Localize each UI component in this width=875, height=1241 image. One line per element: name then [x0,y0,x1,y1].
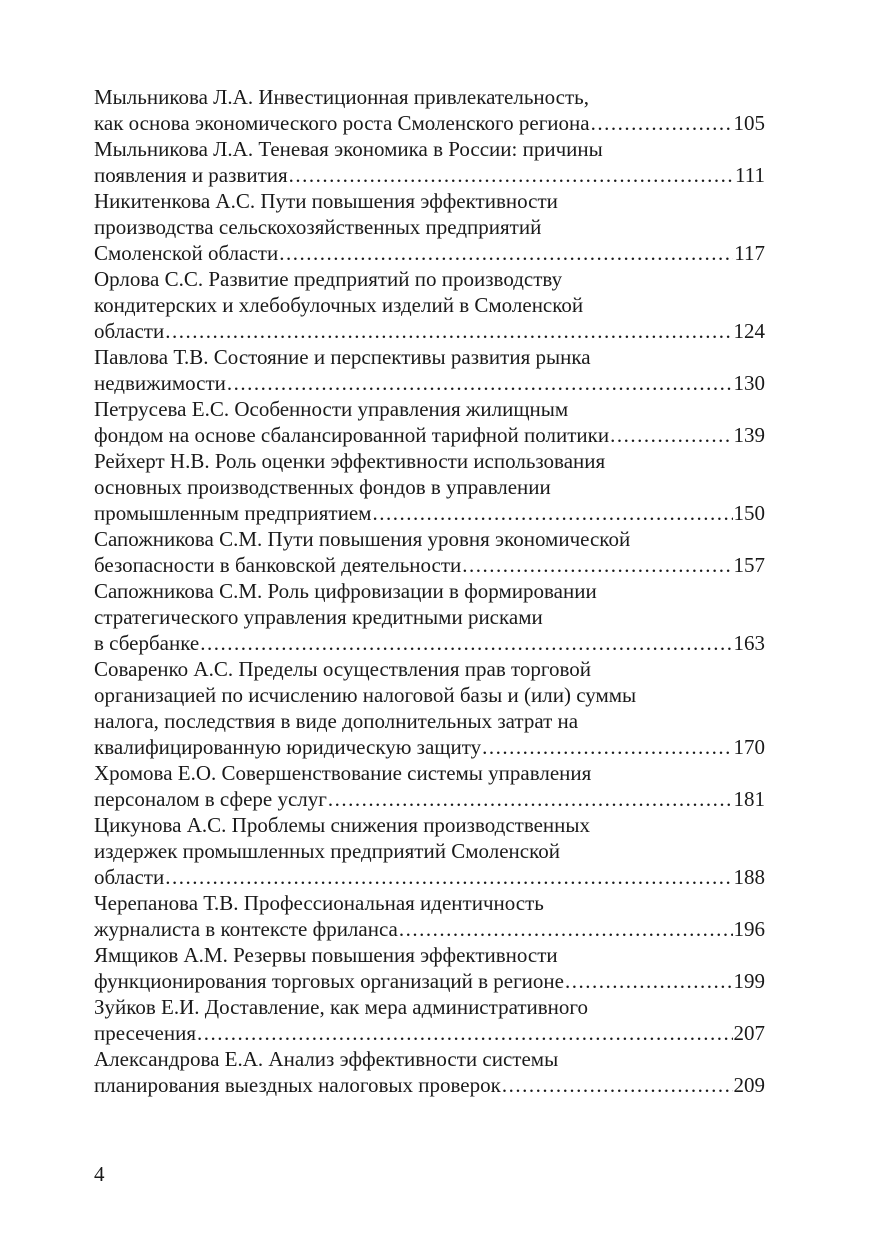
toc-page-number: 188 [733,865,765,889]
toc-page-number: 139 [733,423,765,447]
toc-entry-last-line [94,968,765,994]
toc-entry [94,760,765,812]
toc-entry-title-end: Смоленской области [94,241,279,265]
toc-entry-line: основных производственных фондов в управлении [94,475,551,499]
toc-entry [94,890,765,942]
toc-page-number: 209 [733,1073,765,1097]
toc-page-number: 163 [733,631,765,655]
toc-entry-title-end: появления и развития [94,163,288,187]
toc-entry-line: Петрусева Е.С. Особенности управления жилищным [94,397,569,421]
toc-entry [94,578,765,656]
toc-entry-title-end: области [94,865,165,889]
toc-entry-last-line [94,552,765,578]
toc-entry-line: стратегического управления кредитными рисками [94,605,543,629]
toc-entry-title-end: безопасности в банковской деятельности [94,553,462,577]
toc-entry [94,942,765,994]
toc-entry-title-end: области [94,319,165,343]
dot-leader [590,110,733,136]
dot-leader [564,968,733,994]
toc-page-number: 111 [735,163,765,187]
toc-entry-line: Павлова Т.В. Состояние и перспективы развития рынка [94,345,591,369]
toc-entry-title-end: функционирования торговых организаций в регионе [94,969,564,993]
toc-entry-last-line [94,1072,765,1098]
dot-leader [199,630,732,656]
toc-entry [94,344,765,396]
dot-leader [371,500,732,526]
toc-entry-title-end: фондом на основе сбалансированной тарифной политики [94,423,610,447]
toc-entry-last-line [94,500,765,526]
dot-leader [278,240,733,266]
toc-entry [94,526,765,578]
toc-entry-line: Сапожникова С.М. Пути повышения уровня экономической [94,527,631,551]
dot-leader [501,1072,733,1098]
toc-entry [94,188,765,266]
table-of-contents [94,84,765,1098]
toc-entry-last-line [94,1020,765,1046]
toc-entry-last-line [94,422,765,448]
toc-entry-line: Мыльникова Л.А. Теневая экономика в России: причины [94,137,603,161]
toc-entry [94,656,765,760]
toc-entry-last-line [94,162,765,188]
toc-entry-line: Хромова Е.О. Совершенствование системы управления [94,761,592,785]
toc-entry-title-end: квалифицированную юридическую защиту [94,735,482,759]
toc-entry-last-line [94,110,765,136]
toc-page-number: 196 [733,917,765,941]
toc-entry [94,1046,765,1098]
dot-leader [164,864,732,890]
toc-entry-line: Орлова С.С. Развитие предприятий по производству [94,267,563,291]
toc-entry-last-line [94,630,765,656]
toc-entry-line: Никитенкова А.С. Пути повышения эффективности [94,189,558,213]
toc-entry-line: Рейхерт Н.В. Роль оценки эффективности использования [94,449,606,473]
toc-entry-line: издержек промышленных предприятий Смоленской [94,839,560,863]
toc-page-number: 170 [733,735,765,759]
dot-leader [226,370,733,396]
toc-entry [94,994,765,1046]
toc-entry-last-line [94,916,765,942]
toc-entry [94,812,765,890]
dot-leader [288,162,734,188]
toc-page-number: 105 [733,111,765,135]
toc-entry-line: Цикунова А.С. Проблемы снижения производственных [94,813,591,837]
toc-entry-line: налога, последствия в виде дополнительных затрат на [94,709,579,733]
toc-page-number: 181 [733,787,765,811]
dot-leader [327,786,733,812]
toc-page-number: 199 [733,969,765,993]
toc-entry-line: Ямщиков А.М. Резервы повышения эффективности [94,943,558,967]
toc-entry-last-line [94,240,765,266]
toc-entry-last-line [94,318,765,344]
toc-page-number: 157 [733,553,765,577]
page-number: 4 [94,1162,105,1186]
dot-leader [164,318,732,344]
toc-entry-line: Александрова Е.А. Анализ эффективности системы [94,1047,559,1071]
toc-entry-title-end: персоналом в сфере услуг [94,787,327,811]
toc-entry-title-end: в сбербанке [94,631,200,655]
toc-entry-title-end: промышленным предприятием [94,501,372,525]
dot-leader [461,552,732,578]
toc-entry-line: кондитерских и хлебобулочных изделий в Смоленской [94,293,584,317]
dot-leader [196,1020,733,1046]
toc-page-number: 130 [733,371,765,395]
toc-page-number: 150 [733,501,765,525]
toc-entry-title-end: планирования выездных налоговых проверок [94,1073,501,1097]
toc-entry-line: Зуйков Е.И. Доставление, как мера административного [94,995,589,1019]
toc-entry [94,136,765,188]
toc-entry-line: Сапожникова С.М. Роль цифровизации в формировании [94,579,597,603]
toc-entry-last-line [94,734,765,760]
toc-page-number: 207 [733,1021,765,1045]
toc-entry-line: Черепанова Т.В. Профессиональная идентичность [94,891,544,915]
toc-page-number: 124 [733,319,765,343]
toc-entry-last-line [94,370,765,396]
toc-page-number: 117 [734,241,765,265]
toc-entry-line: организацией по исчислению налоговой базы и (или) суммы [94,683,637,707]
toc-entry [94,84,765,136]
toc-entry-last-line [94,864,765,890]
toc-entry-line: производства сельскохозяйственных предприятий [94,215,542,239]
toc-entry [94,396,765,448]
toc-entry-title-end: пресечения [94,1021,196,1045]
toc-entry-title-end: журналиста в контексте фриланса [94,917,398,941]
dot-leader [481,734,732,760]
dot-leader [609,422,732,448]
dot-leader [398,916,733,942]
toc-entry-line: Соваренко А.С. Пределы осуществления прав торговой [94,657,592,681]
toc-entry [94,266,765,344]
toc-entry-title-end: как основа экономического роста Смоленского региона [94,111,590,135]
toc-entry-line: Мыльникова Л.А. Инвестиционная привлекательность, [94,85,589,109]
toc-entry [94,448,765,526]
toc-entry-last-line [94,786,765,812]
toc-entry-title-end: недвижимости [94,371,226,395]
